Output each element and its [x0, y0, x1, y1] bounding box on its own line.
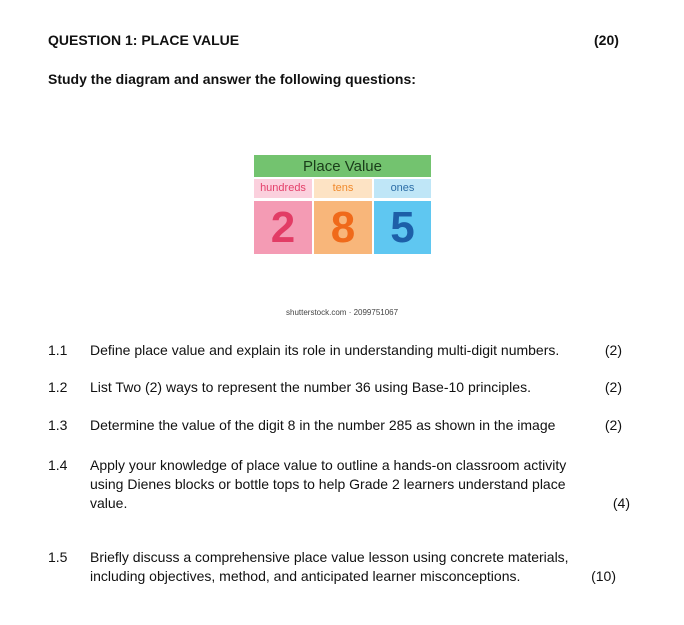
item-text: Briefly discuss a comprehensive place value lesson using concrete materials, including objectives, method, and anticipated learner misconceptions.: [90, 549, 569, 584]
item-marks: (10): [591, 568, 616, 584]
column-digit: 5: [374, 201, 431, 254]
item-number: 1.4: [48, 457, 68, 473]
item-marks: (2): [604, 417, 622, 433]
item-marks: (2): [604, 379, 622, 395]
image-credit: shutterstock.com · 2099751067: [286, 308, 399, 317]
item-text: Define place value and explain its role in understanding multi-digit numbers.: [90, 342, 560, 358]
item-text: List Two (2) ways to represent the number 36 using Base-10 principles.: [90, 379, 531, 395]
item-marks: (2): [604, 342, 622, 358]
item-number: 1.2: [48, 379, 68, 395]
question-total-marks: (20): [594, 32, 619, 48]
item-marks: (4): [612, 495, 630, 511]
item-number: 1.5: [48, 549, 68, 565]
item-text: Apply your knowledge of place value to outline a hands-on classroom activity using Dienes blocks or bottle tops to help Grade 2 learners understand place value.: [90, 457, 567, 511]
hundreds-column: [254, 179, 312, 254]
column-label: ones: [374, 179, 431, 198]
diagram-title: Place Value: [254, 155, 431, 177]
column-digit: 8: [314, 201, 372, 254]
column-label: tens: [314, 179, 372, 198]
item-text: Determine the value of the digit 8 in the number 285 as shown in the image: [90, 417, 556, 433]
place-value-diagram: [254, 155, 431, 254]
question-instruction: Study the diagram and answer the following questions:: [48, 71, 416, 87]
column-label: hundreds: [254, 179, 312, 198]
column-digit: 2: [254, 201, 312, 254]
tens-column: [314, 179, 372, 254]
question-title: QUESTION 1: PLACE VALUE: [48, 32, 240, 48]
ones-column: [374, 179, 431, 254]
item-number: 1.1: [48, 342, 68, 358]
item-number: 1.3: [48, 417, 68, 433]
